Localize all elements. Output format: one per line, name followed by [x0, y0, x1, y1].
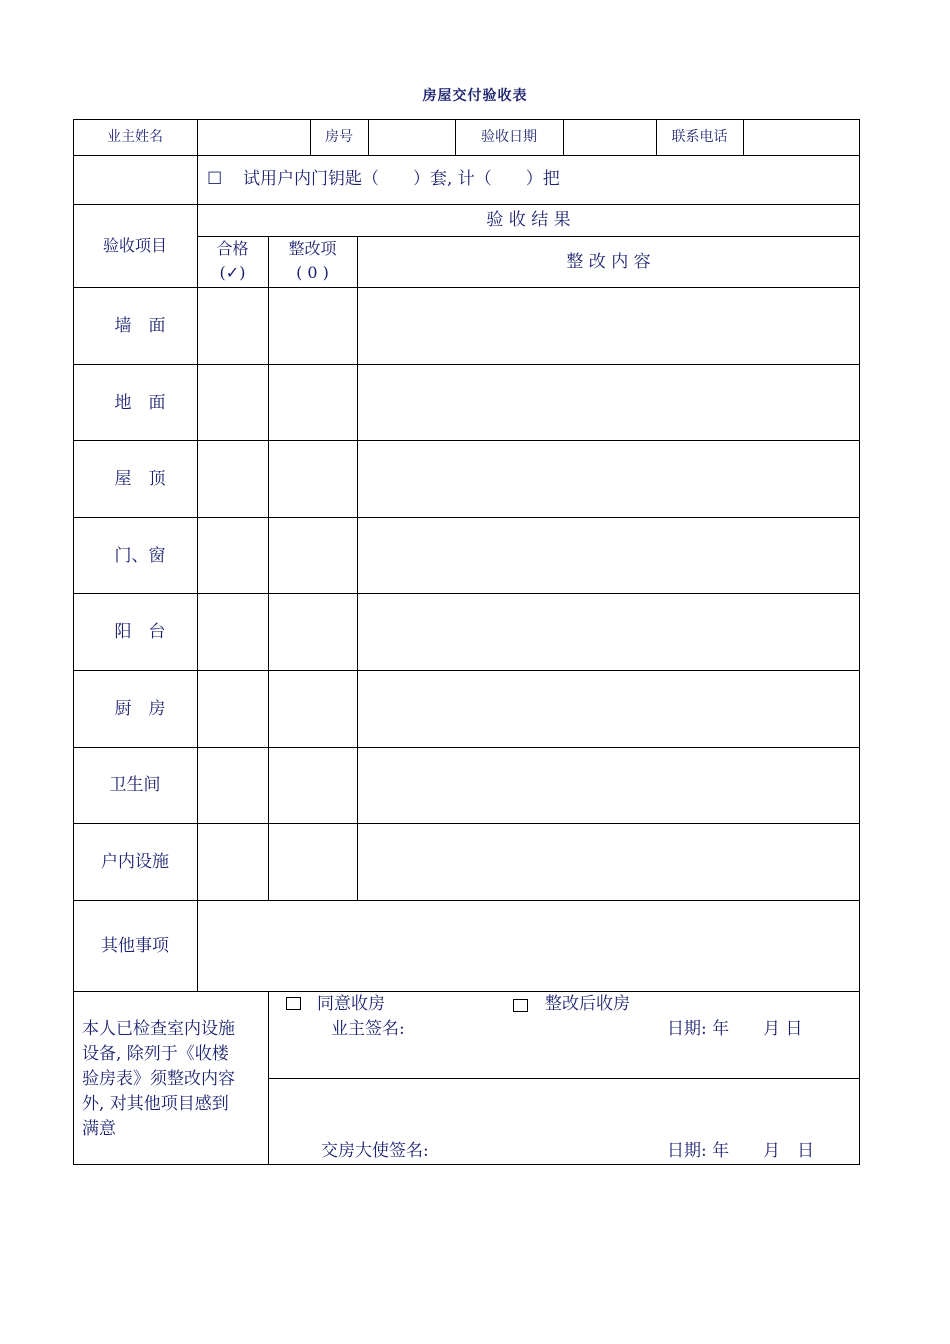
declaration-line: 验房表》须整改内容: [82, 1069, 235, 1089]
declaration-line: 满意: [82, 1119, 116, 1139]
grid-line: [73, 204, 860, 205]
agent-date-label: 日期: 年 月 日: [667, 1141, 815, 1161]
agent-signature-label: 交房大使签名:: [321, 1141, 429, 1161]
agree-checkbox[interactable]: [286, 997, 301, 1010]
grid-line: [357, 236, 358, 901]
item-label-balcony: 阳 台: [114, 622, 166, 642]
agree-label: 同意收房: [317, 994, 385, 1014]
after-fix-label: 整改后收房: [545, 994, 630, 1014]
pass-label: 合格: [216, 239, 249, 258]
fix-item-label: 整改项: [288, 239, 337, 258]
declaration-line: 设备, 除列于《收楼: [82, 1044, 229, 1064]
grid-line: [73, 747, 860, 748]
form-title: 房屋交付验收表: [422, 88, 528, 104]
grid-line: [73, 670, 860, 671]
keys-checkbox[interactable]: ☐: [207, 169, 223, 189]
other-items-label: 其他事项: [101, 936, 169, 956]
grid-line: [197, 236, 860, 237]
grid-line: [368, 119, 369, 156]
grid-line: [859, 119, 860, 1165]
owner-date-label: 日期: 年 月 日: [667, 1019, 803, 1039]
grid-line: [73, 991, 860, 992]
item-label-indoor-facilities: 户内设施: [101, 852, 169, 872]
grid-line: [268, 236, 269, 901]
grid-line: [268, 991, 269, 1165]
grid-line: [73, 823, 860, 824]
grid-line: [73, 119, 74, 1165]
inspection-form-table: [73, 119, 860, 1165]
owner-signature-label: 业主签名:: [331, 1019, 405, 1039]
grid-line: [268, 1078, 860, 1079]
pass-mark: (✓): [219, 263, 246, 282]
phone-label: 联系电话: [671, 129, 728, 145]
declaration-line: 外, 对其他项目感到: [82, 1094, 229, 1114]
after-fix-checkbox[interactable]: [513, 999, 528, 1012]
grid-line: [73, 119, 860, 120]
grid-line: [73, 900, 860, 901]
grid-line: [73, 593, 860, 594]
declaration-line: 本人已检查室内设施: [82, 1019, 235, 1039]
grid-line: [73, 517, 860, 518]
inspection-item-header: 验收项目: [102, 236, 167, 255]
item-label-bathroom: 卫生间: [109, 775, 161, 795]
grid-line: [73, 364, 860, 365]
item-label-wall: 墙 面: [114, 316, 166, 336]
item-label-kitchen: 厨 房: [114, 699, 166, 719]
grid-line: [73, 1164, 860, 1165]
item-label-floor: 地 面: [114, 393, 166, 413]
fix-item-mark: ( 0 ): [296, 263, 329, 282]
result-header: 验 收 结 果: [486, 210, 571, 230]
grid-line: [73, 155, 860, 156]
inspection-date-label: 验收日期: [481, 129, 537, 145]
fix-content-header: 整 改 内 容: [566, 252, 651, 272]
grid-line: [743, 119, 744, 156]
grid-line: [563, 119, 564, 156]
item-label-ceiling: 屋 顶: [114, 469, 166, 489]
item-label-door-window: 门、窗: [114, 546, 166, 566]
grid-line: [73, 440, 860, 441]
grid-line: [73, 287, 860, 288]
keys-test-text: 试用户内门钥匙（ ）套, 计（ ）把: [243, 169, 560, 189]
owner-name-label: 业主姓名: [107, 129, 163, 145]
room-number-label: 房号: [325, 129, 353, 145]
